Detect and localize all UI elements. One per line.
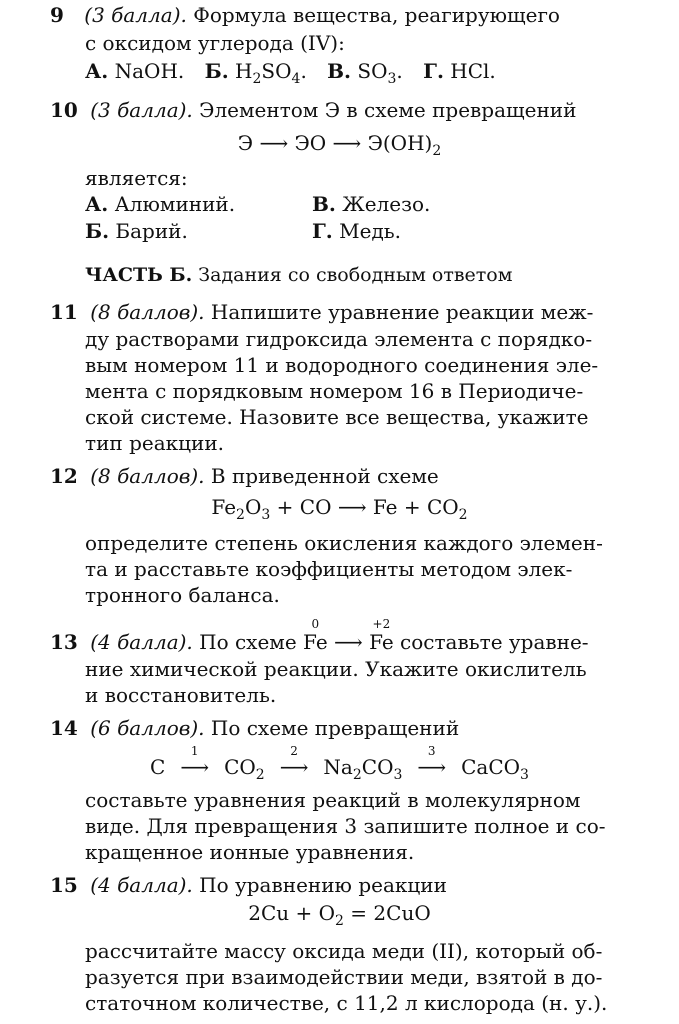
q11-text-1: Напишите уравнение реакции меж-: [204, 300, 594, 324]
q9-points: (3 балла).: [84, 3, 187, 27]
part-b-heading: [85, 266, 513, 285]
q14-points: (6 баллов).: [90, 716, 205, 740]
q9-opt-b-letter: Б.: [204, 59, 229, 83]
q12-text-3: та и расставьте коэффициенты методом элек-: [85, 557, 573, 581]
q14-text-2: составьте уравнения реакций в молекулярном: [85, 788, 581, 812]
part-b-text: Задания со свободным ответом: [192, 264, 513, 286]
q13-post: составьте уравне-: [393, 630, 589, 654]
q9-options: [85, 61, 496, 86]
q10-text-2: является:: [85, 166, 188, 190]
q9-opt-g: HCl.: [443, 59, 496, 83]
q9-opt-b: $H_2SO_4$.: [228, 59, 307, 87]
q10-opt-a: А. Алюминий.: [85, 192, 236, 216]
q10-opt-g: Г. Медь.: [312, 219, 402, 243]
q12-equation: $Fe_2O_3$ + CO ⟶ $Fe + CO_2$: [211, 495, 468, 523]
q14-text-3: виде. Для превращения 3 запишите полное и со-: [85, 814, 606, 838]
q13-number: 13: [50, 630, 78, 654]
q10-text-1: Элементом Э в схеме превращений: [192, 98, 577, 122]
q14-chain: C 1 ⟶ $CO_2$ 2 ⟶ $Na_2CO_3$ 3 ⟶ CaCO$_3$: [150, 744, 529, 783]
q15-text-4: статочном количестве, с 11,2 л кислорода (н. у.).: [85, 991, 608, 1015]
q10-scheme: Э ⟶ ЭО ⟶ $Э(OH)_2$: [237, 131, 442, 159]
q9-text-2: с оксидом углерода (IV):: [85, 31, 345, 55]
q9-opt-v-letter: В.: [327, 59, 352, 83]
q15-equation: $2Cu + O_2 = 2CuO$: [248, 901, 431, 929]
q14-text-1: По схеме превращений: [204, 716, 460, 740]
q9-number: 9: [50, 3, 64, 27]
q9-opt-v: $SO_3$.: [351, 59, 403, 87]
q13-pre: По схеме: [192, 630, 304, 654]
q15-number: 15: [50, 873, 78, 897]
q10-opt-v: В. Железо.: [312, 192, 431, 216]
q9-opt-a-letter: А.: [85, 59, 109, 83]
q9-line-1: [50, 5, 560, 25]
q13-points: (4 балла).: [90, 630, 193, 654]
q14-number: 14: [50, 716, 78, 740]
q14-text-4: кращенное ионные уравнения.: [85, 840, 415, 864]
q13-arrow: ⟶: [327, 630, 370, 654]
q15-text-1: По уравнению реакции: [192, 873, 447, 897]
q12-number: 12: [50, 464, 78, 488]
q11-text-2: ду растворами гидроксида элемента с порядко-: [85, 327, 593, 351]
q11-number: 11: [50, 300, 78, 324]
q9-opt-g-letter: Г.: [423, 59, 444, 83]
q14-line-1: [50, 718, 459, 738]
q12-text-4: тронного баланса.: [85, 583, 280, 607]
q11-text-6: тип реакции.: [85, 431, 225, 455]
q11-points: (8 баллов).: [90, 300, 205, 324]
q12-text-2: определите степень окисления каждого элемен-: [85, 531, 603, 555]
q11-line-1: [50, 302, 593, 322]
q15-text-2: рассчитайте массу оксида меди (II), который об-: [85, 939, 603, 963]
q13-line-1: [50, 617, 589, 654]
q12-text-1: В приведенной схеме: [204, 464, 439, 488]
q13-fe2: +2 Fe: [369, 617, 394, 654]
q13-fe0: 0 Fe: [303, 617, 328, 654]
q10-line-1: [50, 100, 576, 120]
q10-points: (3 балла).: [90, 98, 193, 122]
q15-line-1: [50, 875, 447, 895]
q10-opt-b: Б. Барий.: [85, 219, 188, 243]
q13-text-2: ние химической реакции. Укажите окислитель: [85, 657, 587, 681]
q12-points: (8 баллов).: [90, 464, 205, 488]
q13-text-3: и восстановитель.: [85, 683, 277, 707]
q9-text-1: Формула вещества, реагирующего: [186, 3, 560, 27]
q11-text-5: ской системе. Назовите все вещества, укажите: [85, 405, 589, 429]
q9-opt-a: NaOH.: [108, 59, 185, 83]
q10-number: 10: [50, 98, 78, 122]
part-b-label: ЧАСТЬ Б.: [85, 264, 193, 286]
q15-points: (4 балла).: [90, 873, 193, 897]
q11-text-4: мента с порядковым номером 16 в Периодиче-: [85, 379, 584, 403]
q15-text-3: разуется при взаимодействии меди, взятой в до-: [85, 965, 603, 989]
q11-text-3: вым номером 11 и водородного соединения эле-: [85, 353, 599, 377]
q12-line-1: [50, 466, 439, 486]
